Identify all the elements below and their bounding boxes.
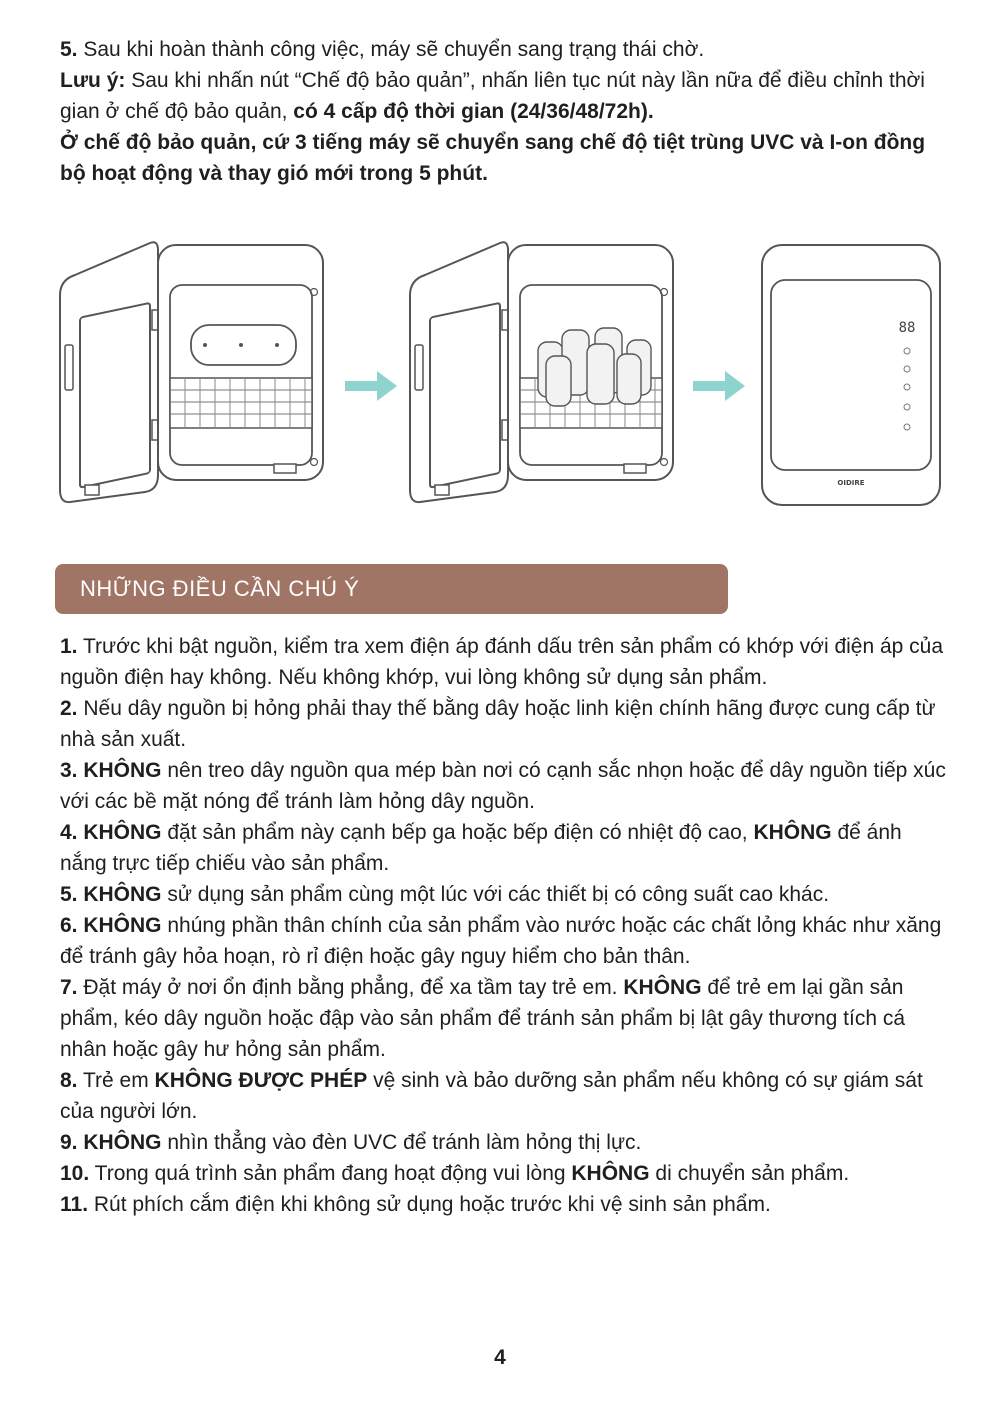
step-5: 5. Sau khi hoàn thành công việc, máy sẽ chuyển sang trạng thái chờ. bbox=[60, 38, 705, 61]
note-paragraph: Lưu ý: Sau khi nhấn nút “Chế độ bảo quản”, nhấn liên tục nút này lần nữa để điều chỉnh thời gian ở chế độ bảo quản, có 4 cấp độ thời gian (24/36/48/72h). bbox=[60, 69, 925, 123]
precautions-list bbox=[60, 631, 950, 1220]
list-item: 2. Nếu dây nguồn bị hỏng phải thay thế bằng dây hoặc linh kiện chính hãng được cung cấp từ nhà sản xuất. bbox=[60, 697, 936, 751]
arrow-right-icon bbox=[345, 371, 397, 401]
list-item: 6. KHÔNG nhúng phần thân chính của sản phẩm vào nước hoặc các chất lỏng khác như xăng để tránh gây hỏa hoạn, rò rỉ điện hoặc gây nguy hiểm cho bản thân. bbox=[60, 914, 942, 968]
intro-text bbox=[60, 34, 950, 189]
page-number: 4 bbox=[494, 1346, 506, 1369]
usage-illustration bbox=[55, 240, 945, 515]
display-digits: 88 bbox=[898, 320, 916, 336]
arrow-right-icon bbox=[693, 371, 745, 401]
open-cabinet-loaded bbox=[410, 242, 673, 502]
brand-logo: OIDIRE bbox=[837, 479, 865, 487]
list-item: 10. Trong quá trình sản phẩm đang hoạt động vui lòng KHÔNG di chuyển sản phẩm. bbox=[60, 1162, 850, 1185]
open-cabinet-empty bbox=[60, 242, 323, 502]
section-title: NHỮNG ĐIỀU CẦN CHÚ Ý bbox=[55, 564, 728, 614]
list-item: 1. Trước khi bật nguồn, kiểm tra xem điện áp đánh dấu trên sản phẩm có khớp với điện áp của nguồn điện hay không. Nếu không khớp, vui lòng không sử dụng sản phẩm. bbox=[60, 635, 944, 689]
note-bold-line: Ở chế độ bảo quản, cứ 3 tiếng máy sẽ chuyển sang chế độ tiệt trùng UVC và I-on đồng bộ hoạt động và thay gió mới trong 5 phút. bbox=[60, 131, 926, 185]
list-item: 9. KHÔNG nhìn thẳng vào đèn UVC để tránh làm hỏng thị lực. bbox=[60, 1131, 642, 1154]
list-item: 8. Trẻ em KHÔNG ĐƯỢC PHÉP vệ sinh và bảo dưỡng sản phẩm nếu không có sự giám sát của người lớn. bbox=[60, 1069, 923, 1123]
closed-cabinet bbox=[762, 245, 940, 505]
list-item: 5. KHÔNG sử dụng sản phẩm cùng một lúc với các thiết bị có công suất cao khác. bbox=[60, 883, 830, 906]
list-item: 11. Rút phích cắm điện khi không sử dụng hoặc trước khi vệ sinh sản phẩm. bbox=[60, 1193, 771, 1216]
list-item: 3. KHÔNG nên treo dây nguồn qua mép bàn nơi có cạnh sắc nhọn hoặc để dây nguồn tiếp xúc với các bề mặt nóng để tránh làm hỏng dây nguồn. bbox=[60, 759, 946, 813]
list-item: 7. Đặt máy ở nơi ổn định bằng phẳng, để xa tầm tay trẻ em. KHÔNG để trẻ em lại gần sản phẩm, kéo dây nguồn hoặc đập vào sản phẩm để tránh sản phẩm bị lật gây thương tích cá nhân hoặc gây hư hỏng sản phẩm. bbox=[60, 976, 906, 1061]
list-item: 4. KHÔNG đặt sản phẩm này cạnh bếp ga hoặc bếp điện có nhiệt độ cao, KHÔNG để ánh nắng trực tiếp chiếu vào sản phẩm. bbox=[60, 821, 902, 875]
